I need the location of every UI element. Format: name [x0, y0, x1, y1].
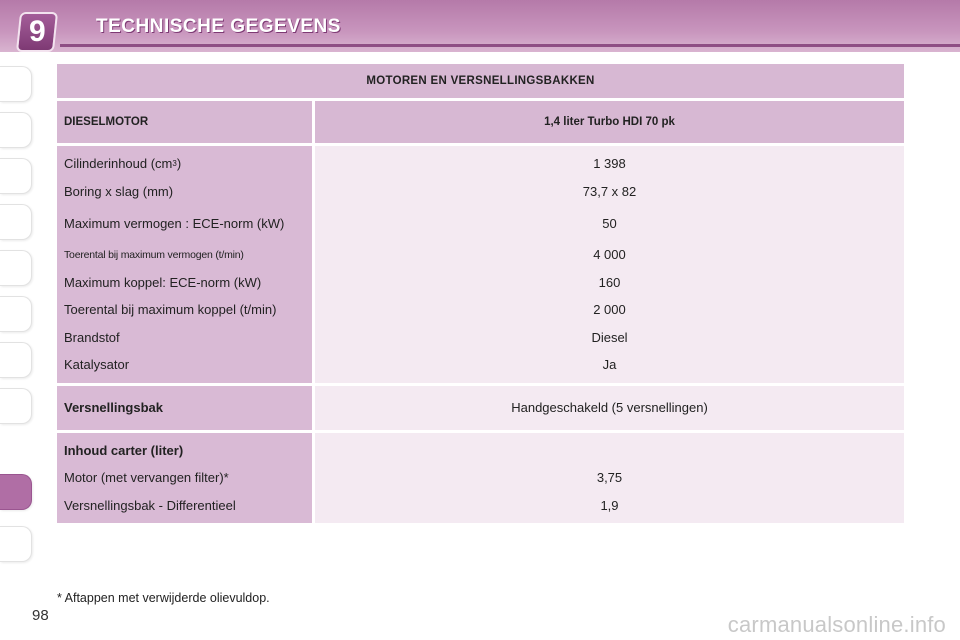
spec-label-torque-rpm: Toerental bij maximum koppel (t/min) [64, 302, 277, 318]
spec-values [315, 146, 904, 383]
chapter-tab-5[interactable] [0, 250, 32, 286]
oil-block [57, 433, 904, 524]
oil-label-gearbox: Versnellingsbak - Differentieel [64, 497, 236, 513]
table-title: MOTOREN EN VERSNELLINGSBAKKEN [57, 64, 904, 98]
spec-value-max-power: 50 [602, 215, 617, 231]
chapter-tab-1[interactable] [0, 66, 32, 102]
oil-values [315, 433, 904, 524]
chapter-tab-2[interactable] [0, 112, 32, 148]
spec-labels [57, 146, 312, 383]
chapter-tab-8[interactable] [0, 388, 32, 424]
chapter-tabs [0, 66, 34, 576]
spec-value-catalyst: Ja [602, 357, 617, 373]
page-number: 98 [32, 607, 49, 624]
chapter-tab-4[interactable] [0, 204, 32, 240]
oil-value-blank [315, 437, 904, 465]
oil-header: Inhoud carter (liter) [64, 442, 184, 458]
chapter-tab-7[interactable] [0, 342, 32, 378]
spec-label-fuel: Brandstof [64, 329, 120, 345]
chapter-tab-9-active[interactable] [0, 474, 32, 510]
chapter-badge [16, 12, 58, 52]
oil-value-engine: 3,75 [596, 470, 623, 486]
spec-block [57, 146, 904, 383]
footnote: * Aftappen met verwijderde olievuldop. [57, 591, 270, 605]
chapter-number: 9 [28, 15, 46, 48]
spec-label-power-rpm: Toerental bij maximum vermogen (t/min) [64, 248, 244, 261]
spec-value-fuel: Diesel [591, 329, 628, 345]
spec-value-displacement: 1 398 [593, 156, 626, 172]
engine-label: DIESELMOTOR [57, 101, 312, 143]
oil-label-engine: Motor (met vervangen filter)* [64, 470, 229, 486]
spec-table [57, 64, 904, 526]
engine-header-row [57, 101, 904, 143]
chapter-tab-6[interactable] [0, 296, 32, 332]
gearbox-row [57, 386, 904, 430]
gearbox-value: Handgeschakeld (5 versnellingen) [315, 386, 904, 430]
spec-label-max-power: Maximum vermogen : ECE-norm (kW) [64, 215, 285, 231]
spec-value-torque-rpm: 2 000 [593, 302, 626, 318]
spec-label-catalyst: Katalysator [64, 357, 130, 373]
engine-value: 1,4 liter Turbo HDI 70 pk [315, 101, 904, 143]
chapter-tab-3[interactable] [0, 158, 32, 194]
oil-value-gearbox: 1,9 [600, 497, 619, 513]
spec-value-power-rpm: 4 000 [593, 247, 626, 263]
spec-value-bore-stroke: 73,7 x 82 [582, 183, 637, 199]
watermark: carmanualsonline.info [727, 612, 946, 637]
spec-value-max-torque: 160 [598, 274, 621, 290]
oil-labels [57, 433, 312, 524]
page-title: TECHNISCHE GEGEVENS [96, 16, 341, 37]
spec-label-bore-stroke: Boring x slag (mm) [64, 183, 174, 199]
gearbox-label: Versnellingsbak [57, 386, 312, 430]
spec-label-max-torque: Maximum koppel: ECE-norm (kW) [64, 274, 262, 290]
spec-label-displacement: Cilinderinhoud (cm 3 ) [64, 156, 182, 172]
header-divider [60, 44, 960, 47]
chapter-tab-10[interactable] [0, 526, 32, 562]
